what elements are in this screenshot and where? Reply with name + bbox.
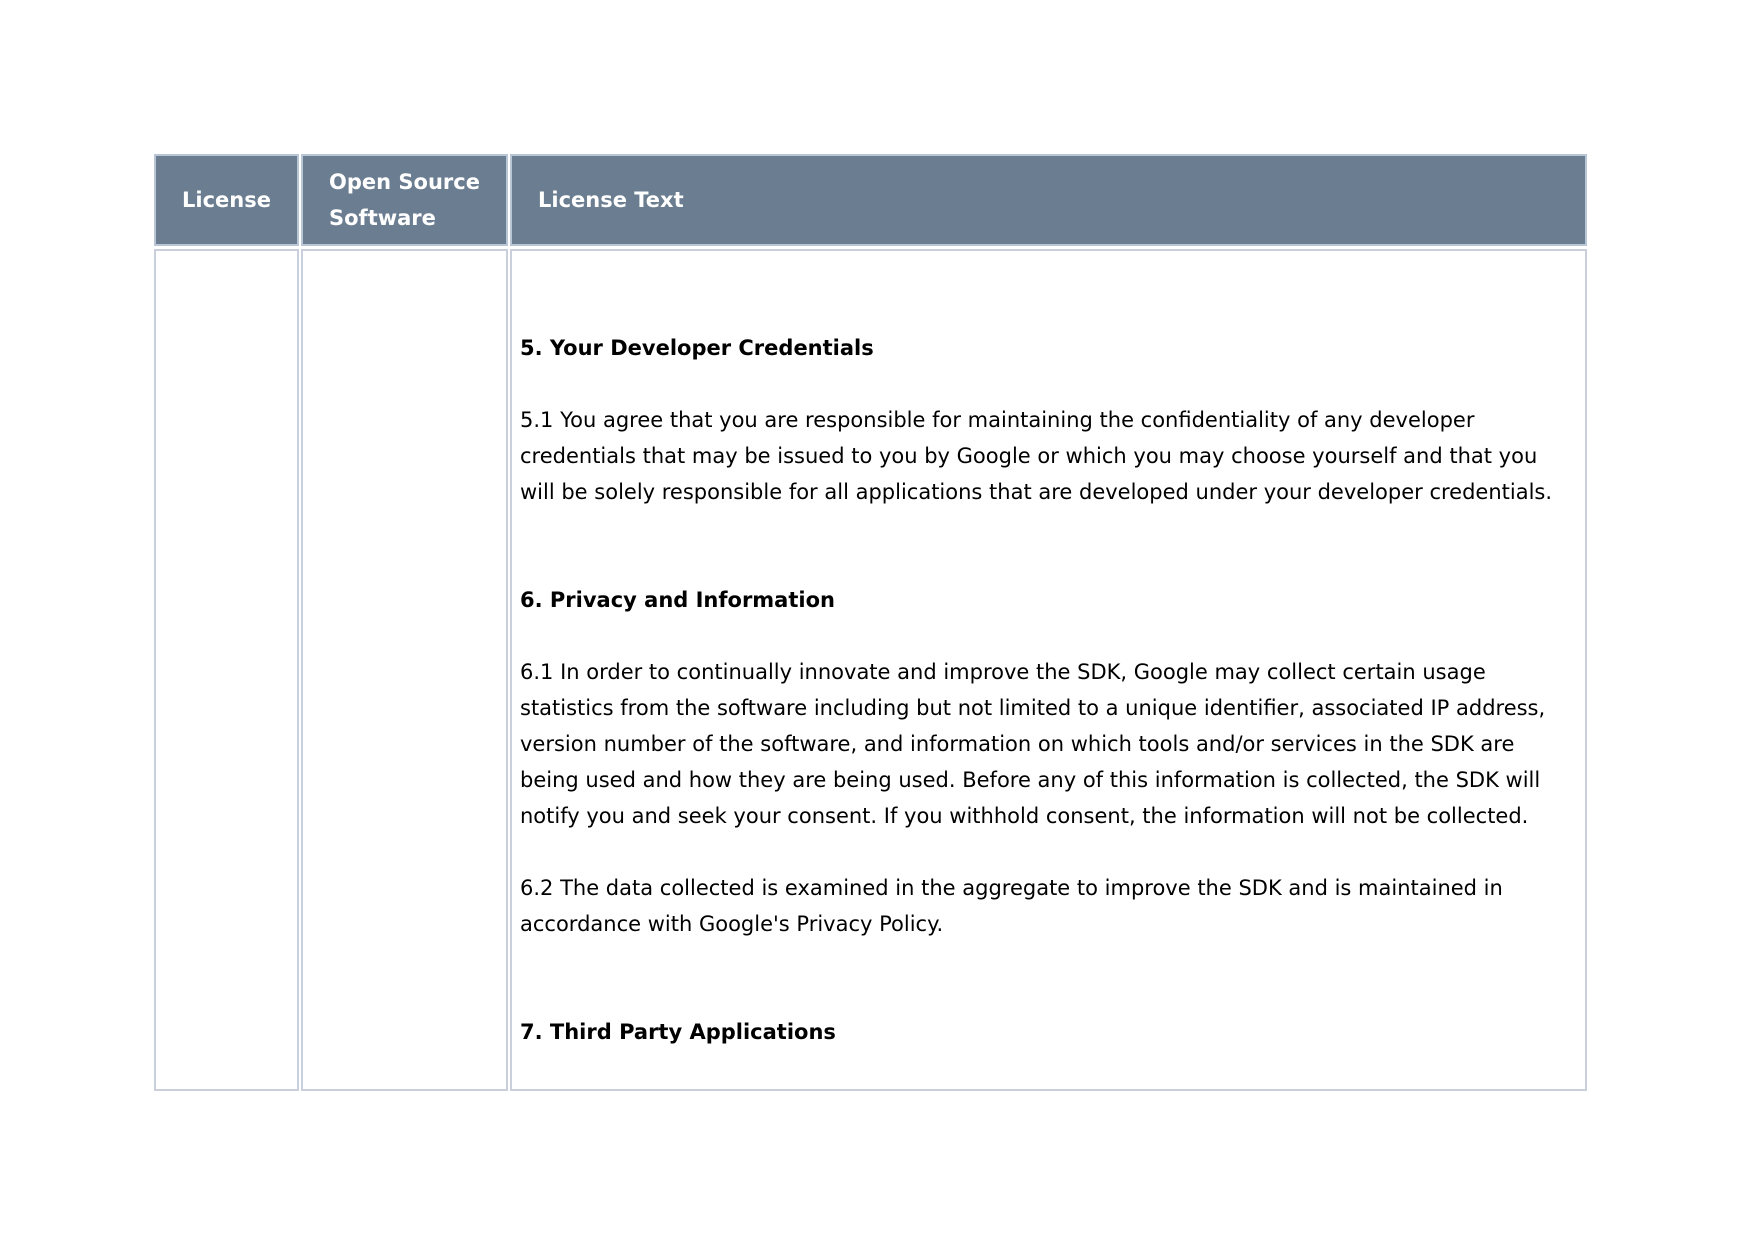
section-7-heading: 7. Third Party Applications	[520, 1020, 836, 1044]
section-5-heading: 5. Your Developer Credentials	[520, 336, 874, 360]
header-license-text	[510, 154, 1587, 246]
header-open-source-software	[301, 154, 508, 246]
body-cell-software	[301, 249, 508, 1091]
header-license-text-label: License Text	[538, 188, 684, 212]
section-6-2-paragraph: 6.2 The data collected is examined in the aggregate to improve the SDK and is maintained in accordance with Google's Privacy Policy.	[520, 876, 1503, 936]
section-6-heading: 6. Privacy and Information	[520, 588, 835, 612]
header-software-line2: Software	[329, 206, 436, 230]
header-software-line1: Open Source	[329, 170, 480, 194]
header-license-label: License	[182, 188, 271, 212]
section-6-1-paragraph: 6.1 In order to continually innovate and improve the SDK, Google may collect certain usage statistics from the software including but not limited to a unique identifier, associated IP address, version number of the software, and information on which tools and/or services in the SDK are being used and how they are being used. Before any of this information is collected, the SDK will notify you and seek your consent. If you withhold consent, the information will not be collected.	[520, 660, 1546, 828]
section-5-1-paragraph: 5.1 You agree that you are responsible for maintaining the confidentiality of any developer credentials that may be issued to you by Google or which you may choose yourself and that you will be solely responsible for all applications that are developed under your developer credentials.	[520, 408, 1553, 504]
header-license	[154, 154, 299, 246]
body-cell-license	[154, 249, 299, 1091]
license-text-content	[520, 330, 1565, 1050]
